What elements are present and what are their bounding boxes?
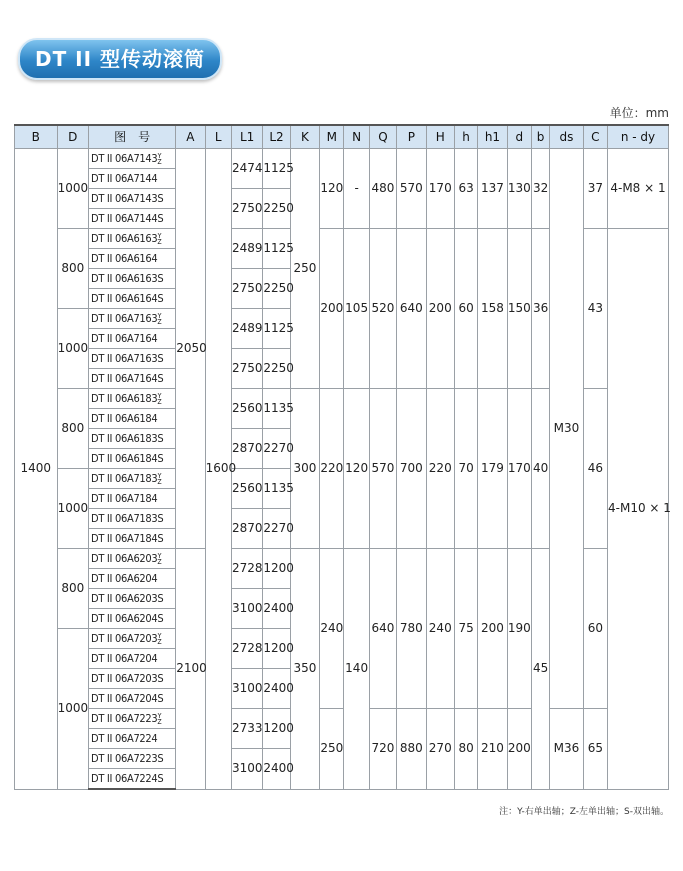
cell-L1: 2870 — [231, 509, 262, 549]
cell-h1: 210 — [478, 709, 507, 790]
cell-L2: 1125 — [263, 309, 290, 349]
cell-L2: 2270 — [263, 429, 290, 469]
yz-mark: Y Z — [157, 632, 162, 646]
cell-D: 1000 — [57, 149, 88, 229]
yz-mark: Y Z — [157, 392, 162, 406]
cell-H: 220 — [426, 389, 454, 549]
cell-M: 250 — [320, 709, 344, 790]
cell-N: 105 — [344, 229, 369, 389]
col-header: Q — [369, 125, 396, 149]
cell-D: 1000 — [57, 309, 88, 389]
cell-L1: 2560 — [231, 469, 262, 509]
cell-L1: 2733 — [231, 709, 262, 749]
col-header: C — [583, 125, 607, 149]
cell-b: 36 — [531, 229, 549, 389]
cell-L2: 1135 — [263, 469, 290, 509]
cell-h: 63 — [454, 149, 477, 229]
cell-P: 880 — [397, 709, 426, 790]
cell-P: 700 — [397, 389, 426, 549]
yz-mark: Y Z — [157, 232, 162, 246]
cell-L1: 2870 — [231, 429, 262, 469]
cell-M: 240 — [320, 549, 344, 709]
cell-Q: 520 — [369, 229, 396, 389]
cell-H: 240 — [426, 549, 454, 709]
cell-h: 60 — [454, 229, 477, 389]
cell-h: 70 — [454, 389, 477, 549]
cell-ds: M36 — [550, 709, 583, 790]
yz-mark: Y Z — [157, 152, 162, 166]
cell-L1: 2489 — [231, 309, 262, 349]
cell-drawing: DT II 06A6204S — [89, 609, 176, 629]
cell-L2: 1135 — [263, 389, 290, 429]
cell-drawing: DT II 06A6203Y Z — [89, 549, 176, 569]
cell-L1: 2489 — [231, 229, 262, 269]
cell-drawing: DT II 06A7163Y Z — [89, 309, 176, 329]
cell-drawing: DT II 06A7204S — [89, 689, 176, 709]
cell-A: 2050 — [176, 149, 205, 549]
col-header: P — [397, 125, 426, 149]
cell-L1: 2728 — [231, 549, 262, 589]
cell-H: 270 — [426, 709, 454, 790]
cell-L2: 2400 — [263, 749, 290, 790]
cell-drawing: DT II 06A7203S — [89, 669, 176, 689]
col-header: ds — [550, 125, 583, 149]
header-row — [15, 125, 669, 149]
cell-ndy: 4-M8 × 1 — [608, 149, 669, 229]
cell-K: 250 — [290, 149, 319, 389]
cell-drawing: DT II 06A7143S — [89, 189, 176, 209]
col-header: d — [507, 125, 531, 149]
cell-drawing: DT II 06A7183S — [89, 509, 176, 529]
table-row — [15, 149, 669, 169]
cell-L1: 2560 — [231, 389, 262, 429]
yz-mark: Y Z — [157, 552, 162, 566]
cell-M: 120 — [320, 149, 344, 229]
cell-C: 65 — [583, 709, 607, 790]
cell-drawing: DT II 06A6203S — [89, 589, 176, 609]
yz-mark: Y Z — [157, 312, 162, 326]
cell-H: 200 — [426, 229, 454, 389]
cell-drawing: DT II 06A6163S — [89, 269, 176, 289]
cell-L2: 1125 — [263, 149, 290, 189]
cell-L2: 2400 — [263, 669, 290, 709]
cell-N: 120 — [344, 389, 369, 549]
cell-Q: 570 — [369, 389, 396, 549]
cell-drawing: DT II 06A6164 — [89, 249, 176, 269]
cell-drawing: DT II 06A7203Y Z — [89, 629, 176, 649]
cell-drawing: DT II 06A7164 — [89, 329, 176, 349]
cell-H: 170 — [426, 149, 454, 229]
cell-L2: 1200 — [263, 709, 290, 749]
cell-drawing: DT II 06A6164S — [89, 289, 176, 309]
cell-L1: 2728 — [231, 629, 262, 669]
cell-drawing: DT II 06A6163Y Z — [89, 229, 176, 249]
cell-D: 1000 — [57, 629, 88, 790]
cell-N: - — [344, 149, 369, 229]
footnote: 注：Y-右单出轴；Z-左单出轴；S-双出轴。 — [499, 807, 669, 817]
col-header: A — [176, 125, 205, 149]
cell-h: 80 — [454, 709, 477, 790]
cell-C: 37 — [583, 149, 607, 229]
cell-drawing: DT II 06A6183S — [89, 429, 176, 449]
cell-L1: 3100 — [231, 669, 262, 709]
cell-drawing: DT II 06A7184 — [89, 489, 176, 509]
col-header: K — [290, 125, 319, 149]
cell-h: 75 — [454, 549, 477, 709]
cell-drawing: DT II 06A6204 — [89, 569, 176, 589]
cell-h1: 137 — [478, 149, 507, 229]
cell-ndy: 4-M10 × 1 — [608, 229, 669, 790]
col-header: B — [15, 125, 58, 149]
col-header: N — [344, 125, 369, 149]
cell-drawing: DT II 06A7184S — [89, 529, 176, 549]
col-header: D — [57, 125, 88, 149]
cell-L2: 1200 — [263, 549, 290, 589]
cell-L2: 1125 — [263, 229, 290, 269]
cell-d: 200 — [507, 709, 531, 790]
cell-L2: 2250 — [263, 269, 290, 309]
col-header: h1 — [478, 125, 507, 149]
cell-b: 45 — [531, 549, 549, 790]
cell-P: 640 — [397, 229, 426, 389]
cell-Q: 640 — [369, 549, 396, 709]
cell-drawing: DT II 06A7164S — [89, 369, 176, 389]
cell-K: 300 — [290, 389, 319, 549]
cell-P: 780 — [397, 549, 426, 709]
cell-D: 1000 — [57, 469, 88, 549]
yz-mark: Y Z — [157, 712, 162, 726]
cell-drawing: DT II 06A7163S — [89, 349, 176, 369]
cell-C: 43 — [583, 229, 607, 389]
cell-d: 150 — [507, 229, 531, 389]
cell-drawing: DT II 06A7143Y Z — [89, 149, 176, 169]
section-title-banner: DT II 型传动滚筒 — [18, 38, 222, 80]
cell-M: 220 — [320, 389, 344, 549]
cell-drawing: DT II 06A7224 — [89, 729, 176, 749]
cell-drawing: DT II 06A7144S — [89, 209, 176, 229]
yz-mark: Y Z — [157, 472, 162, 486]
cell-drawing: DT II 06A7204 — [89, 649, 176, 669]
cell-D: 800 — [57, 549, 88, 629]
unit-label: 单位：mm — [609, 106, 669, 120]
cell-K: 350 — [290, 549, 319, 790]
col-header: M — [320, 125, 344, 149]
col-header: 图 号 — [89, 125, 176, 149]
cell-drawing: DT II 06A6184S — [89, 449, 176, 469]
cell-drawing: DT II 06A7183Y Z — [89, 469, 176, 489]
cell-L1: 3100 — [231, 749, 262, 790]
col-header: L — [205, 125, 231, 149]
col-header: L2 — [263, 125, 290, 149]
spec-table — [14, 124, 669, 790]
cell-b: 32 — [531, 149, 549, 229]
cell-ds: M30 — [550, 149, 583, 709]
col-header: b — [531, 125, 549, 149]
cell-drawing: DT II 06A7224S — [89, 769, 176, 790]
cell-drawing: DT II 06A6183Y Z — [89, 389, 176, 409]
col-header: H — [426, 125, 454, 149]
cell-L1: 2750 — [231, 269, 262, 309]
cell-N: 140 — [344, 549, 369, 790]
cell-drawing: DT II 06A6184 — [89, 409, 176, 429]
cell-M: 200 — [320, 229, 344, 389]
cell-d: 190 — [507, 549, 531, 709]
cell-D: 800 — [57, 389, 88, 469]
cell-D: 800 — [57, 229, 88, 309]
col-header: h — [454, 125, 477, 149]
cell-L2: 2250 — [263, 349, 290, 389]
cell-L1: 3100 — [231, 589, 262, 629]
cell-Q: 480 — [369, 149, 396, 229]
cell-L2: 2270 — [263, 509, 290, 549]
cell-L2: 2400 — [263, 589, 290, 629]
cell-drawing: DT II 06A7144 — [89, 169, 176, 189]
cell-h1: 200 — [478, 549, 507, 709]
cell-d: 130 — [507, 149, 531, 229]
cell-L1: 2750 — [231, 349, 262, 389]
table-row — [15, 709, 669, 729]
cell-L2: 1200 — [263, 629, 290, 669]
cell-d: 170 — [507, 389, 531, 549]
cell-h1: 158 — [478, 229, 507, 389]
cell-Q: 720 — [369, 709, 396, 790]
cell-L1: 2474 — [231, 149, 262, 189]
cell-b: 40 — [531, 389, 549, 549]
cell-C: 60 — [583, 549, 607, 709]
cell-h1: 179 — [478, 389, 507, 549]
cell-C: 46 — [583, 389, 607, 549]
col-header: n - dy — [608, 125, 669, 149]
cell-L2: 2250 — [263, 189, 290, 229]
cell-L: 1600 — [205, 149, 231, 790]
cell-A: 2100 — [176, 549, 205, 790]
col-header: L1 — [231, 125, 262, 149]
cell-L1: 2750 — [231, 189, 262, 229]
cell-drawing: DT II 06A7223S — [89, 749, 176, 769]
cell-drawing: DT II 06A7223Y Z — [89, 709, 176, 729]
cell-P: 570 — [397, 149, 426, 229]
cell-B: 1400 — [15, 149, 58, 790]
